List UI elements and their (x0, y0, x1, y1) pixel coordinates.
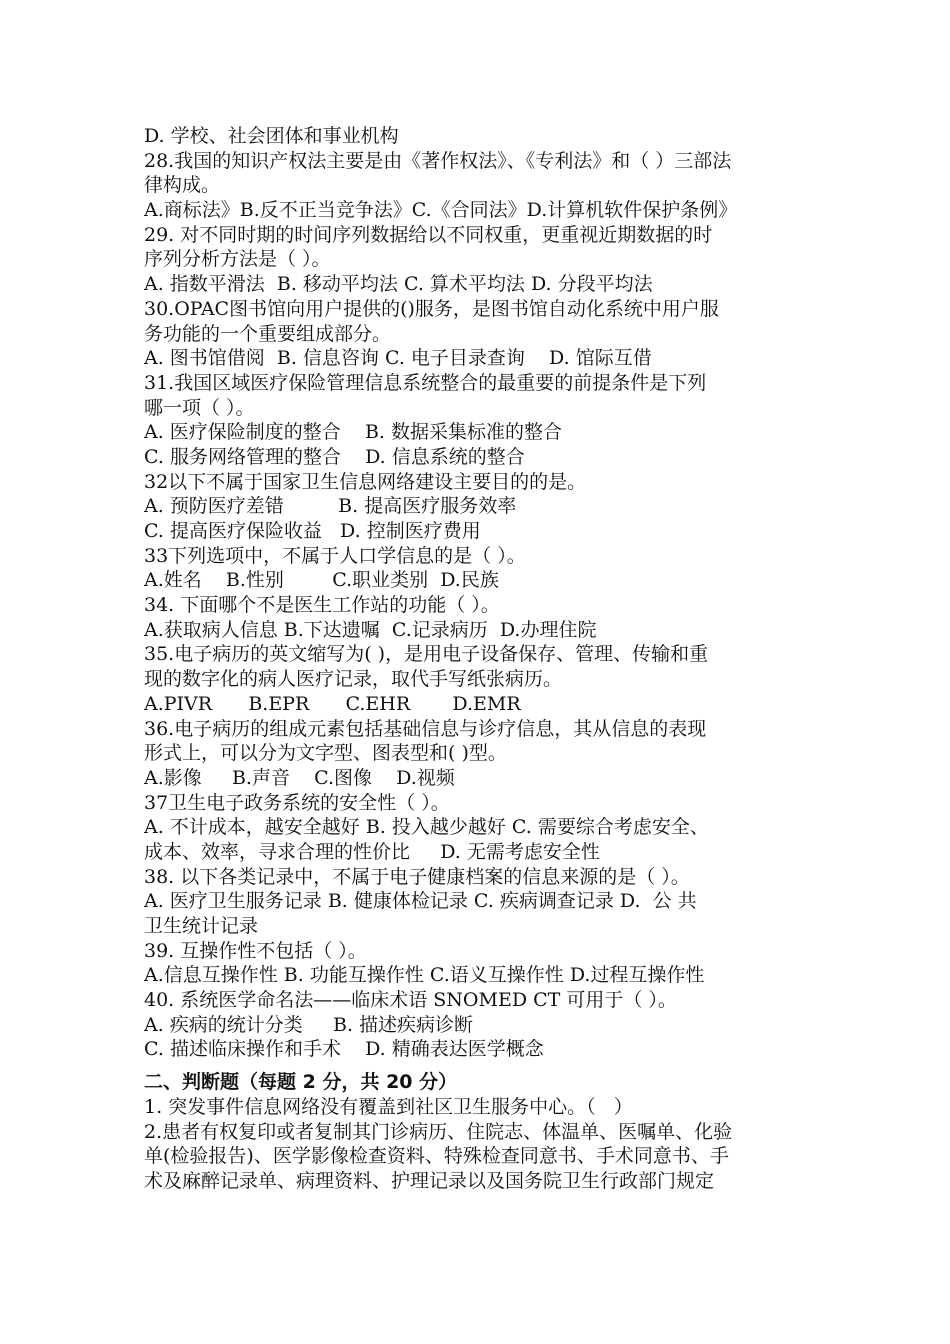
text-line: C. 提高医疗保险收益 D. 控制医疗费用 (144, 520, 481, 542)
text-line: A. 预防医疗差错 B. 提高医疗服务效率 (144, 495, 517, 518)
text-line: 34. 下面哪个不是医生工作站的功能（ ）。 (144, 594, 500, 617)
text-line: 务功能的一个重要组成部分。 (144, 322, 392, 345)
text-line: 术及麻醉记录单、病理资料、护理记录以及国务院卫生行政部门规定 (144, 1169, 715, 1192)
text-line: A.商标法》B.反不正当竞争法》C.《合同法》D.计算机软件保护条例》 (144, 199, 738, 222)
text-line: 单(检验报告)、医学影像检查资料、特殊检查同意书、手术同意书、手 (144, 1145, 729, 1168)
text-line: A. 图书馆借阅 B. 信息咨询 C. 电子目录查询 D. 馆际互借 (144, 347, 652, 370)
section-heading-true-false: 二、判断题（每题 2 分，共 20 分） (144, 1071, 458, 1094)
text-line: A.获取病人信息 B.下达遗嘱 C.记录病历 D.办理住院 (144, 618, 597, 641)
text-line: A. 指数平滑法 B. 移动平均法 C. 算术平均法 D. 分段平均法 (144, 273, 653, 296)
text-line: 36.电子病历的组成元素包括基础信息与诊疗信息，其从信息的表现 (144, 717, 707, 740)
text-line: C. 服务网络管理的整合 D. 信息系统的整合 (144, 445, 525, 468)
text-line: 35.电子病历的英文缩写为( )，是用电子设备保存、管理、传输和重 (144, 643, 709, 666)
text-line: A.信息互操作性 B. 功能互操作性 C.语义互操作性 D.过程互操作性 (144, 964, 705, 987)
text-line: 卫生统计记录 (144, 915, 259, 937)
text-line: 30.OPAC图书馆向用户提供的()服务，是图书馆自动化系统中用户服 (144, 297, 719, 320)
text-line: A.影像 B.声音 C.图像 D.视频 (144, 766, 455, 789)
text-line: 序列分析方法是（ ）。 (144, 248, 331, 271)
text-line: A.PIVR B.EPR C.EHR D.EMR (144, 692, 521, 715)
text-line: 31.我国区域医疗保险管理信息系统整合的最重要的前提条件是下列 (144, 371, 707, 394)
text-line: 律构成。 (144, 174, 221, 197)
text-line: 形式上，可以分为文字型、图表型和( )型。 (144, 742, 507, 765)
text-line: 29. 对不同时期的时间序列数据给以不同权重，更重视近期数据的时 (144, 223, 713, 246)
text-line: 38. 以下各类记录中，不属于电子健康档案的信息来源的是（ ）。 (144, 865, 690, 888)
question-list-multiple-choice (144, 124, 824, 1062)
text-line: 1. 突发事件信息网络没有覆盖到社区卫生服务中心。（ ） (144, 1095, 633, 1118)
text-line: 28.我国的知识产权法主要是由《著作权法》、《专利法》和（ ）三部法 (144, 149, 732, 172)
text-line: 哪一项（ ）。 (144, 396, 255, 419)
text-line: 40. 系统医学命名法——临床术语 SNOMED CT 可用于（ ）。 (144, 989, 677, 1012)
text-line: D. 学校、社会团体和事业机构 (144, 125, 399, 147)
text-line: A.姓名 B.性别 C.职业类别 D.民族 (144, 569, 499, 592)
document-page (144, 124, 824, 1194)
text-line: A. 疾病的统计分类 B. 描述疾病诊断 (144, 1013, 474, 1036)
text-line: A. 不计成本，越安全越好 B. 投入越少越好 C. 需要综合考虑安全、 (144, 816, 709, 839)
text-line: 39. 互操作性不包括（ ）。 (144, 939, 367, 962)
text-line: 37卫生电子政务系统的安全性（ ）。 (144, 791, 450, 814)
text-line: A. 医疗保险制度的整合 B. 数据采集标准的整合 (144, 421, 563, 444)
text-line: 现的数字化的病人医疗记录，取代手写纸张病历。 (144, 668, 563, 691)
text-line: 33下列选项中，不属于人口学信息的是（ ）。 (144, 544, 526, 567)
text-line: 2.患者有权复印或者复制其门诊病历、住院志、体温单、医嘱单、化验 (144, 1120, 733, 1143)
text-line: A. 医疗卫生服务记录 B. 健康体检记录 C. 疾病调查记录 D. 公 共 (144, 890, 697, 913)
text-line: 32以下不属于国家卫生信息网络建设主要目的的是。 (144, 470, 587, 493)
question-list-true-false (144, 1095, 824, 1194)
text-line: 成本、效率，寻求合理的性价比 D. 无需考虑安全性 (144, 840, 600, 863)
text-line: C. 描述临床操作和手术 D. 精确表达医学概念 (144, 1038, 544, 1061)
